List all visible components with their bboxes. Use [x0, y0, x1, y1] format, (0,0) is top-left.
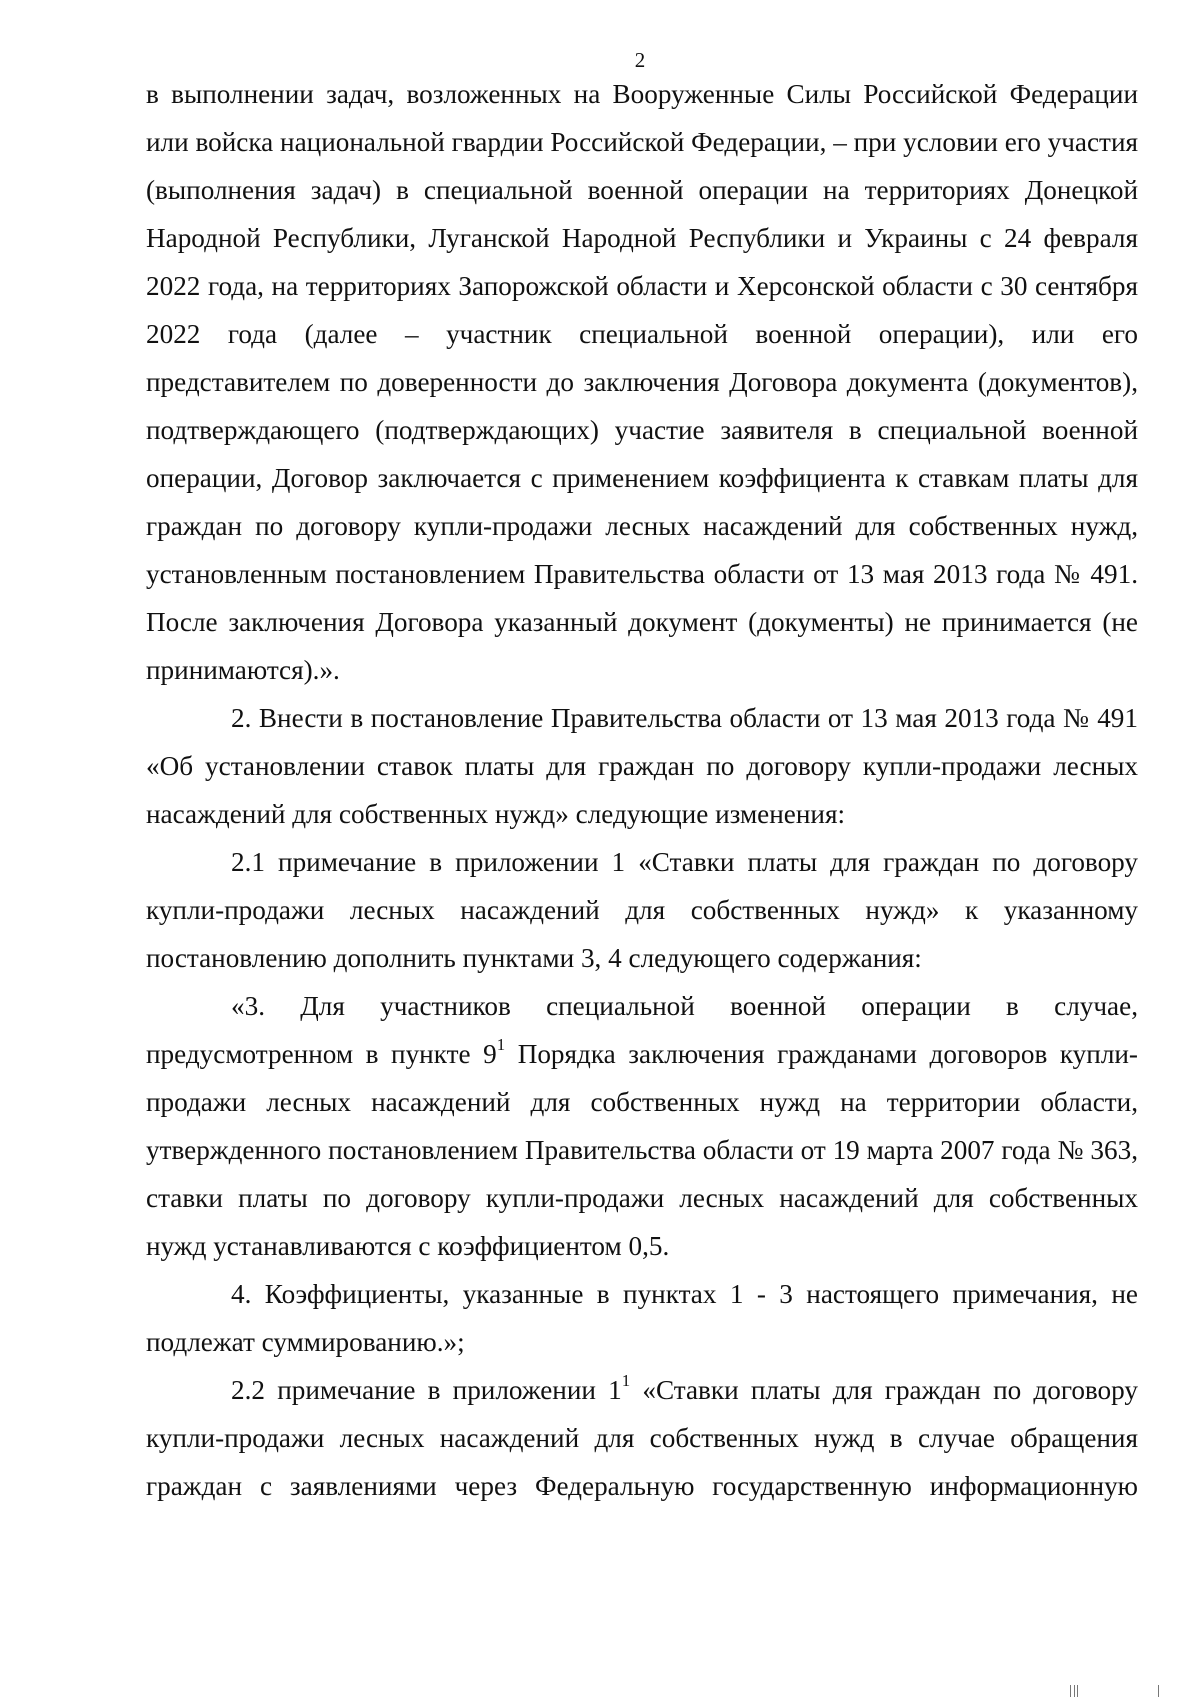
- paragraph-text: 2.1 примечание в приложении 1 «Ставки платы для граждан по договору купли-продажи лесных насаждений для собственных нужд» к указанному постановлению дополнить пунктами 3, 4 следующего содержания:: [146, 847, 1138, 973]
- paragraph-text: 2.2 примечание в приложении 1: [231, 1375, 622, 1405]
- paragraph-text: «Ставки платы для граждан по договору купли-продажи лесных насаждений для собственных нужд в случае обращения граждан с заявлениями через Федеральную государственную информационную: [146, 1375, 1138, 1501]
- scan-edge-marks: [1062, 1683, 1182, 1697]
- paragraph-continuation: [146, 70, 1138, 694]
- paragraph-text: «3. Для участников специальной военной операции в случае, предусмотренном в пункте 9: [146, 991, 1138, 1069]
- document-body: [146, 70, 1138, 1510]
- paragraph-quoted-item-4: [146, 1270, 1138, 1366]
- superscript: 1: [496, 1035, 506, 1055]
- paragraph-text: 2. Внести в постановление Правительства области от 13 мая 2013 года № 491 «Об установлении ставок платы для граждан по договору купли-продажи лесных насаждений для собственных нужд» следующие изменения:: [146, 703, 1138, 829]
- page-number: 2: [634, 48, 646, 72]
- paragraph-quoted-item-3: [146, 982, 1138, 1270]
- superscript: 1: [621, 1371, 631, 1391]
- paragraph-text: в выполнении задач, возложенных на Вооруженные Силы Российской Федерации или войска национальной гвардии Российской Федерации, – при условии его участия (выполнения задач) в специальной военной операции на территориях Донецкой Народной Республики, Луганской Народной Республики и Украины с 24 февраля 2022 года, на территориях Запорожской области и Херсонской области с 30 сентября 2022 года (далее – участник специальной военной операции), или его представителем по доверенности до заключения Договора документа (документов), подтверждающего (подтверждающих) участие заявителя в специальной военной операции, Договор заключается с применением коэффициента к ставкам платы для граждан по договору купли-продажи лесных насаждений для собственных нужд, установленным постановлением Правительства области от 13 мая 2013 года № 491. После заключения Договора указанный документ (документы) не принимается (не принимаются).».: [146, 79, 1138, 685]
- paragraph-text: Порядка заключения гражданами договоров купли-продажи лесных насаждений для собственных нужд на территории области, утвержденного постановлением Правительства области от 19 марта 2007 года № 363, ставки платы по договору купли-продажи лесных насаждений для собственных нужд устанавливаются с коэффициентом 0,5.: [146, 1039, 1138, 1261]
- paragraph-item-2-1: [146, 838, 1138, 982]
- paragraph-text: 4. Коэффициенты, указанные в пунктах 1 - 3 настоящего примечания, не подлежат суммированию.»;: [146, 1279, 1138, 1357]
- paragraph-item-2: [146, 694, 1138, 838]
- paragraph-item-2-2: [146, 1366, 1138, 1510]
